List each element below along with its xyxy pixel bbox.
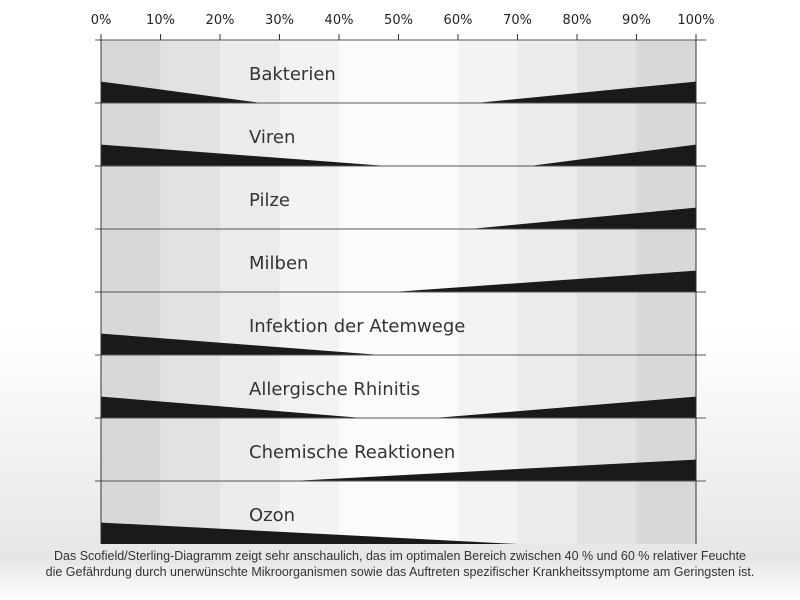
row-label-allergische-rhinitis: Allergische Rhinitis: [249, 379, 421, 400]
tick-label-60: 60%: [443, 13, 473, 28]
tick-label-90: 90%: [622, 13, 651, 28]
row-label-bakterien: Bakterien: [249, 64, 336, 85]
tick-label-20: 20%: [205, 13, 235, 28]
caption-line-2: die Gefährdung durch unerwünschte Mikroorganismen sowie das Auftreten spezifischer Krankheitssymptome am Geringsten ist.: [45, 565, 755, 579]
tick-label-30: 30%: [265, 13, 294, 28]
tick-label-100: 100%: [677, 13, 715, 28]
tick-label-10: 10%: [146, 13, 175, 28]
tick-label-70: 70%: [503, 13, 532, 28]
row-label-ozon: Ozon: [249, 505, 296, 526]
row-label-milben: Milben: [249, 253, 309, 274]
tick-label-40: 40%: [324, 13, 354, 28]
row-label-pilze: Pilze: [249, 190, 290, 211]
tick-label-50: 50%: [384, 13, 413, 28]
x-axis-ticks: [91, 13, 715, 40]
tick-label-0: 0%: [90, 13, 112, 28]
tick-label-80: 80%: [562, 13, 592, 28]
caption: [0, 548, 800, 580]
caption-line-1: Das Scofield/Sterling-Diagramm zeigt sehr anschaulich, das im optimalen Bereich zwischen 40 % und 60 % relativer Feuchte: [54, 549, 746, 563]
row-label-infektion-der-atemwege: Infektion der Atemwege: [249, 316, 466, 337]
row-label-viren: Viren: [249, 127, 296, 148]
row-label-chemische-reaktionen: Chemische Reaktionen: [249, 442, 456, 463]
